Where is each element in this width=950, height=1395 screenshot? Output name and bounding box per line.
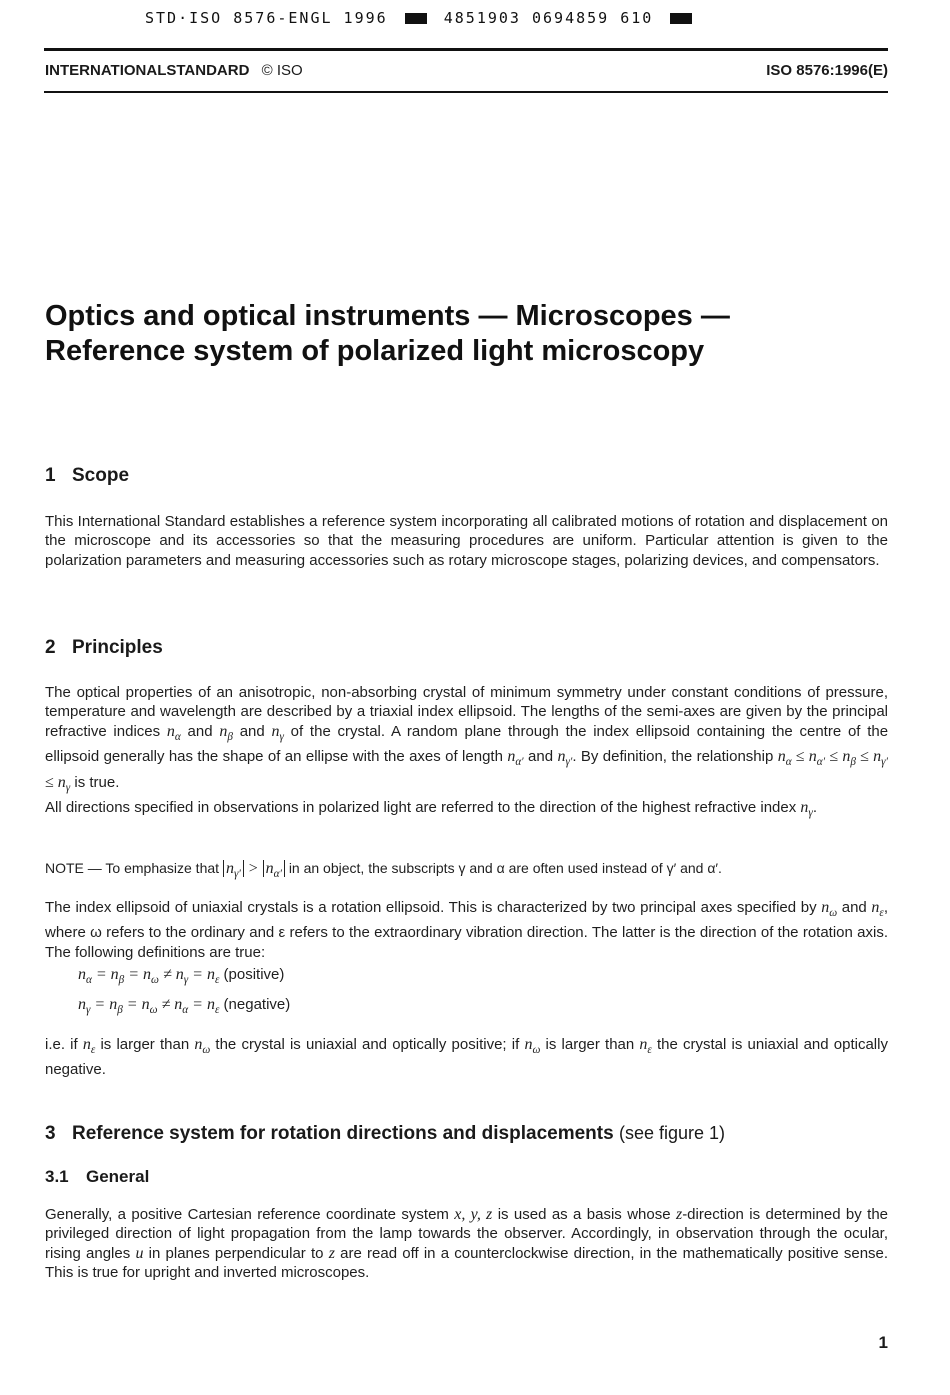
- text-run: are read off in a counterclockwise direction, in the mathematically positive sense. This is true for upright and inverted microscopes.: [45, 1244, 889, 1281]
- principles-note: [45, 860, 888, 880]
- text-run: Generally, a positive Cartesian reference coordinate system: [45, 1206, 449, 1223]
- general-paragraph: [45, 1205, 888, 1282]
- header-doc-number: ISO 8576:1996(E): [766, 62, 888, 79]
- stamp-code: STD·ISO 8576-ENGL 1996: [145, 9, 388, 27]
- text-run: in planes perpendicular to: [148, 1244, 324, 1262]
- text-run: and: [187, 722, 213, 740]
- formula-positive: $n_\alpha = n_\beta = n_\omega \ne n_\gamma = n_\varepsilon$: [78, 966, 220, 987]
- formula-n-epsilon: $n_\varepsilon$: [639, 1036, 652, 1057]
- page-number: 1: [878, 1333, 888, 1352]
- equation-negative: [78, 996, 290, 1016]
- equation-positive: [78, 966, 284, 986]
- text-run: The index ellipsoid of uniaxial crystals is a rotation ellipsoid. This is characterized by two principal axes specified by: [45, 899, 817, 916]
- stamp-serial: 4851903 0694859 610: [443, 9, 654, 27]
- running-header: [45, 62, 888, 79]
- catalog-stamp: [145, 9, 845, 27]
- heading-reference-system: [45, 1123, 725, 1145]
- text-run: and: [528, 748, 554, 766]
- text-run: is used as a basis whose: [497, 1206, 671, 1223]
- text-run: The optical properties of an anisotropic, non-absorbing crystal of minimum symmetry under constant conditions of pressure, temperature and wavelength are described by a triaxial index ellipsoid. The lengths of the semi-axes are given by the principal refractive indices: [45, 684, 888, 740]
- principles-paragraph-2: All directions specified in observations in polarized light are referred to the direction of the highest refractive index $n_\gamma$.: [45, 799, 818, 820]
- formula-z: z: [328, 1244, 335, 1262]
- formula-n-omega: $n_\omega$: [194, 1036, 211, 1057]
- formula-n-epsilon: $n_\varepsilon$: [82, 1036, 96, 1057]
- header-standard: INTERNATIONALSTANDARD: [45, 62, 250, 79]
- text-run: the crystal is uniaxial and optically negative.: [45, 1036, 888, 1079]
- formula-n-alpha: $n_\alpha$: [166, 722, 181, 743]
- section-number: 3: [45, 1123, 56, 1144]
- formula-n-gamma: $n_\gamma$: [800, 799, 813, 820]
- formula-u: u: [135, 1244, 144, 1262]
- title-line-2: Reference system of polarized light microscopy: [45, 335, 705, 367]
- heading-scope: [45, 465, 129, 487]
- formula-n-beta: $n_\beta$: [219, 722, 233, 743]
- text-run: , where ω refers to the ordinary and ε refers to the extraordinary vibration direction. The latter is the direction of the rotation axis. The following definitions are true:: [45, 899, 888, 961]
- text-run: . By definition, the relationship: [572, 748, 774, 766]
- text-run: in an object, the subscripts γ and α are often used instead of γ′ and α′.: [288, 860, 722, 876]
- formula-inequality-chain: $n_\alpha \le n_{\alpha'} \le n_\beta \le n_{\gamma'} \le n_\gamma$: [45, 748, 888, 794]
- section-title: Reference system for rotation directions and displacements: [72, 1123, 614, 1144]
- text-run: and: [239, 722, 265, 740]
- equation-label: (positive): [223, 966, 285, 983]
- formula-abs-comparison: $n_{\gamma'} > n_{\alpha'}$: [223, 860, 285, 877]
- text-run: and: [841, 899, 867, 916]
- section-title: Scope: [72, 465, 130, 486]
- header-rule-bottom: [44, 91, 888, 93]
- text-run: of the crystal. A random plane through the index ellipsoid containing the centre of the ellipsoid generally has the shape of an ellipse with the axes of length: [45, 722, 889, 766]
- formula-n-gamma: $n_\gamma$: [271, 722, 284, 743]
- title-line-1: Optics and optical instruments — Microscopes —: [45, 300, 730, 332]
- scope-paragraph: This International Standard establishes a reference system incorporating all calibrated motions of rotation and displacement on the microscope and its accessories so that the measuring procedures are uniform. Particular attention is given to the polarization parameters and measuring accessories such as rotary microscope stages, polarizing devices, and compensators.: [45, 513, 888, 569]
- text-run: is larger than: [100, 1036, 190, 1053]
- formula-n-gamma-prime: $n_{\gamma'}$: [557, 748, 573, 769]
- formula-n-alpha-prime: $n_{\alpha'}$: [507, 748, 524, 769]
- text-run: is true.: [74, 773, 120, 791]
- stamp-block-mark: [405, 13, 427, 24]
- section-number: 1: [45, 465, 56, 486]
- text-run: NOTE — To emphasize that: [45, 860, 220, 876]
- header-rule-top: [44, 48, 888, 51]
- equation-label: (negative): [223, 996, 291, 1013]
- formula-z: z: [675, 1206, 683, 1223]
- section-title: Principles: [72, 637, 163, 658]
- text-run: the crystal is uniaxial and optically positive; if: [215, 1036, 520, 1053]
- text-run: i.e. if: [45, 1036, 78, 1053]
- principles-paragraph-4: [45, 1035, 888, 1080]
- text-run: -direction is determined by the privileged direction of light propagation from the lamp towards the observer. Accordingly, in observation through the ocular, rising angles: [45, 1206, 889, 1262]
- header-copyright: © ISO: [261, 62, 303, 79]
- formula-n-epsilon: $n_\varepsilon$: [871, 899, 884, 920]
- stamp-block-mark: [670, 13, 692, 24]
- section-number: 2: [45, 637, 56, 658]
- heading-principles: [45, 637, 163, 659]
- formula-n-omega: $n_\omega$: [524, 1036, 541, 1057]
- text-run: All directions specified in observations in polarized light are referred to the direction of the highest refractive index: [45, 799, 797, 816]
- heading-general: [45, 1167, 149, 1187]
- formula-negative: $n_\gamma = n_\beta = n_\omega \ne n_\alpha = n_\varepsilon$: [78, 996, 220, 1017]
- principles-paragraph-3: [45, 898, 888, 962]
- principles-paragraph-1: [45, 683, 888, 798]
- subsection-number: 3.1: [45, 1167, 69, 1186]
- formula-xyz: x, y, z: [454, 1206, 493, 1223]
- section-title-reference: (see figure 1): [618, 1123, 726, 1143]
- document-title: [45, 299, 888, 369]
- text-run: is larger than: [545, 1036, 635, 1053]
- subsection-title: General: [86, 1167, 150, 1186]
- formula-n-omega: $n_\omega$: [821, 899, 838, 920]
